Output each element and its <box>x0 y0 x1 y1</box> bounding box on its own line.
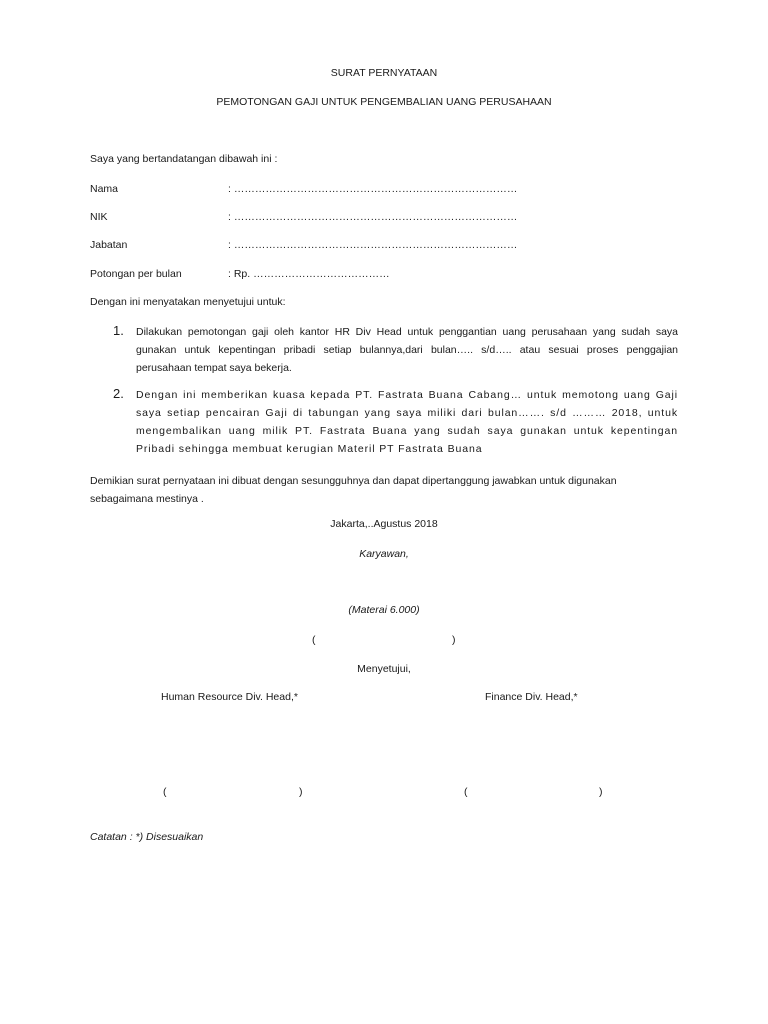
field-value-nik: : ……………………………………………………………………… <box>228 211 518 223</box>
field-label-nik: NIK <box>90 211 108 223</box>
footnote: Catatan : *) Disesuaikan <box>90 831 204 843</box>
field-value-potongan: : Rp. ………………………………… <box>228 268 390 280</box>
place-date: Jakarta,..Agustus 2018 <box>330 518 438 530</box>
field-value-jabatan: : ……………………………………………………………………… <box>228 239 518 251</box>
field-label-potongan: Potongan per bulan <box>90 268 182 280</box>
item-number-2: 2. <box>113 386 124 401</box>
employee-role: Karyawan, <box>359 548 409 560</box>
agreement-intro: Dengan ini menyatakan menyetujui untuk: <box>90 296 286 308</box>
stamp-note: (Materai 6.000) <box>348 604 420 616</box>
hr-sign-close: ) <box>299 786 303 798</box>
document-subtitle: PEMOTONGAN GAJI UNTUK PENGEMBALIAN UANG PERUSAHAAN <box>216 96 552 108</box>
employee-sign-open: ( <box>312 634 316 646</box>
approver-left: Human Resource Div. Head,* <box>161 691 298 703</box>
hr-sign-open: ( <box>163 786 167 798</box>
item-text-1: Dilakukan pemotongan gaji oleh kantor HR Div Head untuk penggantian uang perusahaan yang sudah saya gunakan untuk kepentingan pribadi setiap bulannya,dari bulan….. s/d….. atau sesuai proses penggajian perusahaan tempat saya bekerja. <box>136 326 678 374</box>
approver-right: Finance Div. Head,* <box>485 691 578 703</box>
item-number-1: 1. <box>113 323 124 338</box>
finance-sign-open: ( <box>464 786 468 798</box>
field-value-nama: : ……………………………………………………………………… <box>228 183 518 195</box>
document-title: SURAT PERNYATAAN <box>330 67 438 79</box>
field-label-jabatan: Jabatan <box>90 239 128 251</box>
finance-sign-close: ) <box>599 786 603 798</box>
field-label-nama: Nama <box>90 183 119 195</box>
employee-sign-close: ) <box>452 634 456 646</box>
item-text-2: Dengan ini memberikan kuasa kepada PT. Fastrata Buana Cabang… untuk memotong uang Gaji saya setiap pencairan Gaji di tabungan yang saya miliki dari bulan……. s/d ……… 2018, untuk mengembalikan uang milik PT. Fastrata Buana yang sudah saya gunakan untuk kepentingan Pribadi sehingga membuat kerugian Materil PT Fastrata Buana <box>136 389 678 455</box>
intro-text: Saya yang bertandatangan dibawah ini : <box>90 153 278 165</box>
approval-label: Menyetujui, <box>357 663 411 675</box>
closing-text: Demikian surat pernyataan ini dibuat dengan sesungguhnya dan dapat dipertanggung jawabkan untuk digunakan sebagaimana mestinya . <box>90 475 617 505</box>
